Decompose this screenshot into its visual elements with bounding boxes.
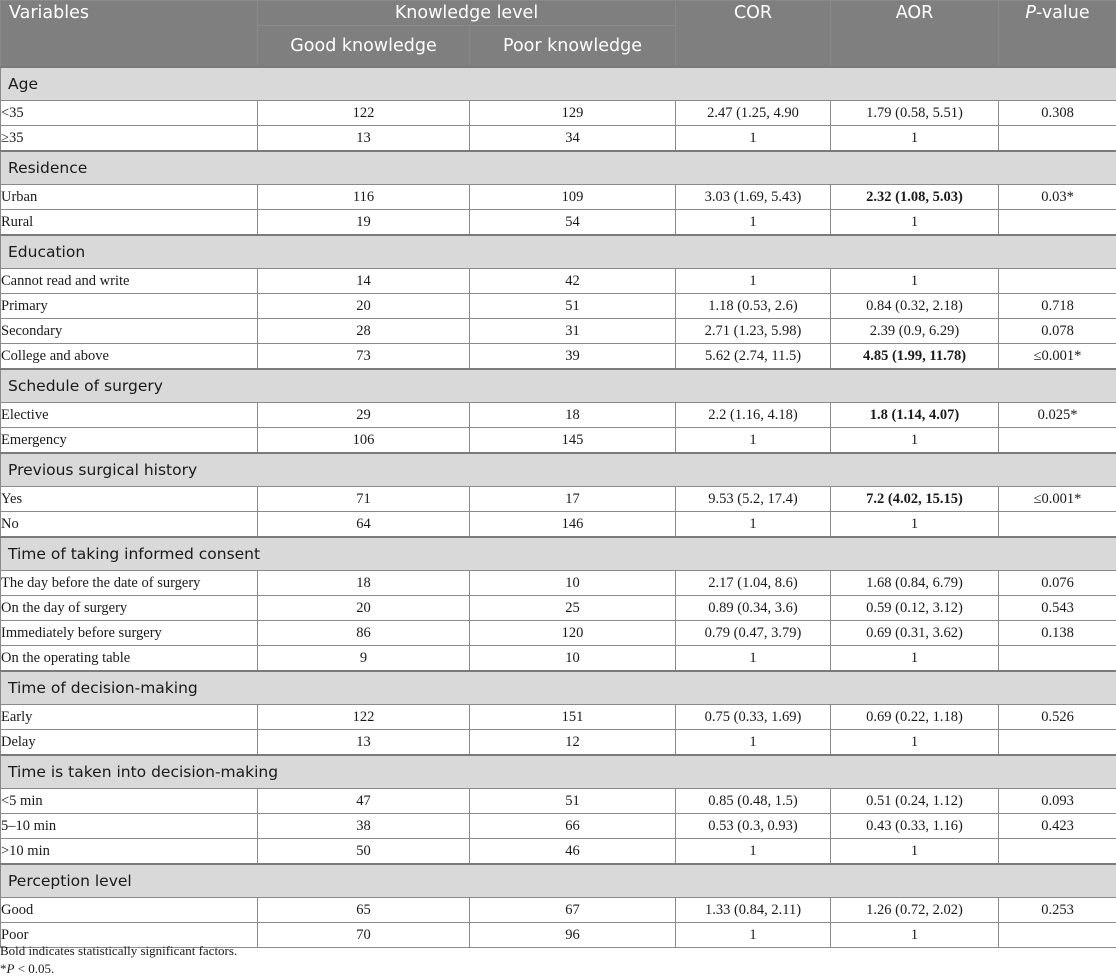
footnote-significance (0, 961, 54, 977)
footnote-p: P (6, 961, 15, 976)
table-row (1, 730, 1116, 756)
cor-value: 2.71 (1.23, 5.98) (676, 319, 831, 344)
poor-knowledge-count: 17 (470, 487, 676, 512)
poor-knowledge-count: 10 (470, 571, 676, 596)
aor-value: 7.2 (4.02, 15.15) (831, 487, 999, 512)
good-knowledge-count: 116 (258, 185, 470, 210)
p-value (999, 512, 1116, 538)
table-row (1, 814, 1116, 839)
row-label: College and above (1, 344, 258, 370)
poor-knowledge-count: 109 (470, 185, 676, 210)
aor-value: 1 (831, 428, 999, 454)
cor-value: 1.33 (0.84, 2.11) (676, 898, 831, 923)
table-row (1, 596, 1116, 621)
good-knowledge-count: 9 (258, 646, 470, 672)
row-label: Cannot read and write (1, 269, 258, 294)
p-value: ≤0.001* (999, 344, 1116, 370)
group-label: Schedule of surgery (1, 369, 1116, 403)
cor-value: 0.85 (0.48, 1.5) (676, 789, 831, 814)
group-header-row (1, 67, 1116, 101)
table-row (1, 487, 1116, 512)
good-knowledge-count: 64 (258, 512, 470, 538)
cor-value: 5.62 (2.74, 11.5) (676, 344, 831, 370)
p-value (999, 269, 1116, 294)
group-label: Previous surgical history (1, 453, 1116, 487)
cor-value: 1 (676, 269, 831, 294)
table-row (1, 269, 1116, 294)
row-label: <5 min (1, 789, 258, 814)
row-label: Poor (1, 923, 258, 948)
poor-knowledge-count: 67 (470, 898, 676, 923)
group-header-row (1, 453, 1116, 487)
row-label: Primary (1, 294, 258, 319)
good-knowledge-count: 50 (258, 839, 470, 865)
poor-knowledge-count: 151 (470, 705, 676, 730)
row-label: No (1, 512, 258, 538)
row-label: >10 min (1, 839, 258, 865)
poor-knowledge-count: 34 (470, 126, 676, 152)
table-row (1, 101, 1116, 126)
poor-knowledge-count: 66 (470, 814, 676, 839)
table-row (1, 428, 1116, 454)
aor-value: 0.69 (0.22, 1.18) (831, 705, 999, 730)
poor-knowledge-count: 31 (470, 319, 676, 344)
p-value (999, 923, 1116, 948)
cor-value: 1 (676, 512, 831, 538)
cor-value: 9.53 (5.2, 17.4) (676, 487, 831, 512)
poor-knowledge-count: 39 (470, 344, 676, 370)
aor-value: 1.26 (0.72, 2.02) (831, 898, 999, 923)
cor-value: 1 (676, 126, 831, 152)
group-header-row (1, 151, 1116, 185)
p-value: 0.526 (999, 705, 1116, 730)
row-label: Immediately before surgery (1, 621, 258, 646)
table-row (1, 898, 1116, 923)
poor-knowledge-count: 12 (470, 730, 676, 756)
good-knowledge-count: 20 (258, 294, 470, 319)
header-knowledge-level: Knowledge level (258, 1, 676, 26)
p-value (999, 730, 1116, 756)
aor-value: 1 (831, 126, 999, 152)
aor-value: 4.85 (1.99, 11.78) (831, 344, 999, 370)
table-row (1, 571, 1116, 596)
header-p-value (999, 1, 1116, 68)
cor-value: 1.18 (0.53, 2.6) (676, 294, 831, 319)
row-label: Elective (1, 403, 258, 428)
row-label: Secondary (1, 319, 258, 344)
row-label: The day before the date of surgery (1, 571, 258, 596)
p-value: 0.03* (999, 185, 1116, 210)
poor-knowledge-count: 51 (470, 789, 676, 814)
poor-knowledge-count: 51 (470, 294, 676, 319)
group-label: Time of decision-making (1, 671, 1116, 705)
group-label: Age (1, 67, 1116, 101)
group-label: Time of taking informed consent (1, 537, 1116, 571)
cor-value: 2.2 (1.16, 4.18) (676, 403, 831, 428)
cor-value: 1 (676, 428, 831, 454)
p-value (999, 210, 1116, 236)
p-value: ≤0.001* (999, 487, 1116, 512)
aor-value: 0.69 (0.31, 3.62) (831, 621, 999, 646)
poor-knowledge-count: 18 (470, 403, 676, 428)
table-row (1, 789, 1116, 814)
poor-knowledge-count: 42 (470, 269, 676, 294)
row-label: Rural (1, 210, 258, 236)
p-value: 0.543 (999, 596, 1116, 621)
good-knowledge-count: 38 (258, 814, 470, 839)
p-value: 0.253 (999, 898, 1116, 923)
good-knowledge-count: 106 (258, 428, 470, 454)
cor-value: 1 (676, 730, 831, 756)
p-value: 0.078 (999, 319, 1116, 344)
good-knowledge-count: 122 (258, 101, 470, 126)
good-knowledge-count: 13 (258, 126, 470, 152)
group-header-row (1, 235, 1116, 269)
cor-value: 1 (676, 923, 831, 948)
group-header-row (1, 755, 1116, 789)
table-row (1, 126, 1116, 152)
cor-value: 1 (676, 646, 831, 672)
table-row (1, 294, 1116, 319)
table-row (1, 210, 1116, 236)
aor-value: 0.84 (0.32, 2.18) (831, 294, 999, 319)
aor-value: 1.68 (0.84, 6.79) (831, 571, 999, 596)
poor-knowledge-count: 129 (470, 101, 676, 126)
p-value (999, 646, 1116, 672)
row-label: Delay (1, 730, 258, 756)
good-knowledge-count: 13 (258, 730, 470, 756)
row-label: Good (1, 898, 258, 923)
good-knowledge-count: 86 (258, 621, 470, 646)
good-knowledge-count: 20 (258, 596, 470, 621)
cor-value: 3.03 (1.69, 5.43) (676, 185, 831, 210)
aor-value: 1 (831, 512, 999, 538)
aor-value: 1.79 (0.58, 5.51) (831, 101, 999, 126)
good-knowledge-count: 29 (258, 403, 470, 428)
table-row (1, 646, 1116, 672)
cor-value: 2.17 (1.04, 8.6) (676, 571, 831, 596)
p-value: 0.138 (999, 621, 1116, 646)
table-row (1, 344, 1116, 370)
aor-value: 2.39 (0.9, 6.29) (831, 319, 999, 344)
good-knowledge-count: 70 (258, 923, 470, 948)
good-knowledge-count: 28 (258, 319, 470, 344)
table-row (1, 185, 1116, 210)
p-value: 0.025* (999, 403, 1116, 428)
group-header-row (1, 864, 1116, 898)
aor-value: 1 (831, 210, 999, 236)
cor-value: 0.53 (0.3, 0.93) (676, 814, 831, 839)
header-p-letter: P (1025, 3, 1036, 23)
aor-value: 1 (831, 730, 999, 756)
p-value: 0.308 (999, 101, 1116, 126)
aor-value: 0.51 (0.24, 1.12) (831, 789, 999, 814)
aor-value: 0.43 (0.33, 1.16) (831, 814, 999, 839)
poor-knowledge-count: 145 (470, 428, 676, 454)
table-row (1, 512, 1116, 538)
row-label: <35 (1, 101, 258, 126)
aor-value: 2.32 (1.08, 5.03) (831, 185, 999, 210)
aor-value: 1 (831, 269, 999, 294)
good-knowledge-count: 47 (258, 789, 470, 814)
group-label: Time is taken into decision-making (1, 755, 1116, 789)
group-label: Perception level (1, 864, 1116, 898)
table-row (1, 705, 1116, 730)
good-knowledge-count: 65 (258, 898, 470, 923)
good-knowledge-count: 122 (258, 705, 470, 730)
poor-knowledge-count: 96 (470, 923, 676, 948)
footnote-threshold: < 0.05. (14, 961, 55, 976)
poor-knowledge-count: 120 (470, 621, 676, 646)
aor-value: 1 (831, 839, 999, 865)
p-value: 0.718 (999, 294, 1116, 319)
aor-value: 1.8 (1.14, 4.07) (831, 403, 999, 428)
poor-knowledge-count: 10 (470, 646, 676, 672)
header-cor: COR (676, 1, 831, 68)
table-row (1, 621, 1116, 646)
row-label: ≥35 (1, 126, 258, 152)
p-value (999, 126, 1116, 152)
p-value (999, 428, 1116, 454)
poor-knowledge-count: 25 (470, 596, 676, 621)
table-row (1, 839, 1116, 865)
header-poor-knowledge: Poor knowledge (470, 26, 676, 68)
header-p-suffix: -value (1035, 3, 1090, 23)
row-label: Urban (1, 185, 258, 210)
row-label: Yes (1, 487, 258, 512)
cor-value: 2.47 (1.25, 4.90 (676, 101, 831, 126)
group-header-row (1, 369, 1116, 403)
header-aor: AOR (831, 1, 999, 68)
group-header-row (1, 671, 1116, 705)
row-label: On the operating table (1, 646, 258, 672)
group-label: Education (1, 235, 1116, 269)
group-header-row (1, 537, 1116, 571)
header-good-knowledge: Good knowledge (258, 26, 470, 68)
p-value: 0.423 (999, 814, 1116, 839)
poor-knowledge-count: 46 (470, 839, 676, 865)
cor-value: 0.79 (0.47, 3.79) (676, 621, 831, 646)
good-knowledge-count: 18 (258, 571, 470, 596)
table-row (1, 403, 1116, 428)
cor-value: 1 (676, 210, 831, 236)
aor-value: 0.59 (0.12, 3.12) (831, 596, 999, 621)
good-knowledge-count: 14 (258, 269, 470, 294)
cor-value: 0.89 (0.34, 3.6) (676, 596, 831, 621)
poor-knowledge-count: 54 (470, 210, 676, 236)
table-body (1, 67, 1116, 948)
good-knowledge-count: 73 (258, 344, 470, 370)
aor-value: 1 (831, 923, 999, 948)
poor-knowledge-count: 146 (470, 512, 676, 538)
footnote-bold: Bold indicates statistically significant factors. (0, 943, 238, 958)
group-label: Residence (1, 151, 1116, 185)
p-value (999, 839, 1116, 865)
p-value: 0.076 (999, 571, 1116, 596)
row-label: Emergency (1, 428, 258, 454)
p-value: 0.093 (999, 789, 1116, 814)
row-label: On the day of surgery (1, 596, 258, 621)
aor-value: 1 (831, 646, 999, 672)
row-label: 5–10 min (1, 814, 258, 839)
row-label: Early (1, 705, 258, 730)
cor-value: 0.75 (0.33, 1.69) (676, 705, 831, 730)
footnote-star: * (0, 961, 7, 976)
header-variables: Variables (1, 1, 258, 68)
good-knowledge-count: 71 (258, 487, 470, 512)
table-row (1, 319, 1116, 344)
good-knowledge-count: 19 (258, 210, 470, 236)
cor-value: 1 (676, 839, 831, 865)
